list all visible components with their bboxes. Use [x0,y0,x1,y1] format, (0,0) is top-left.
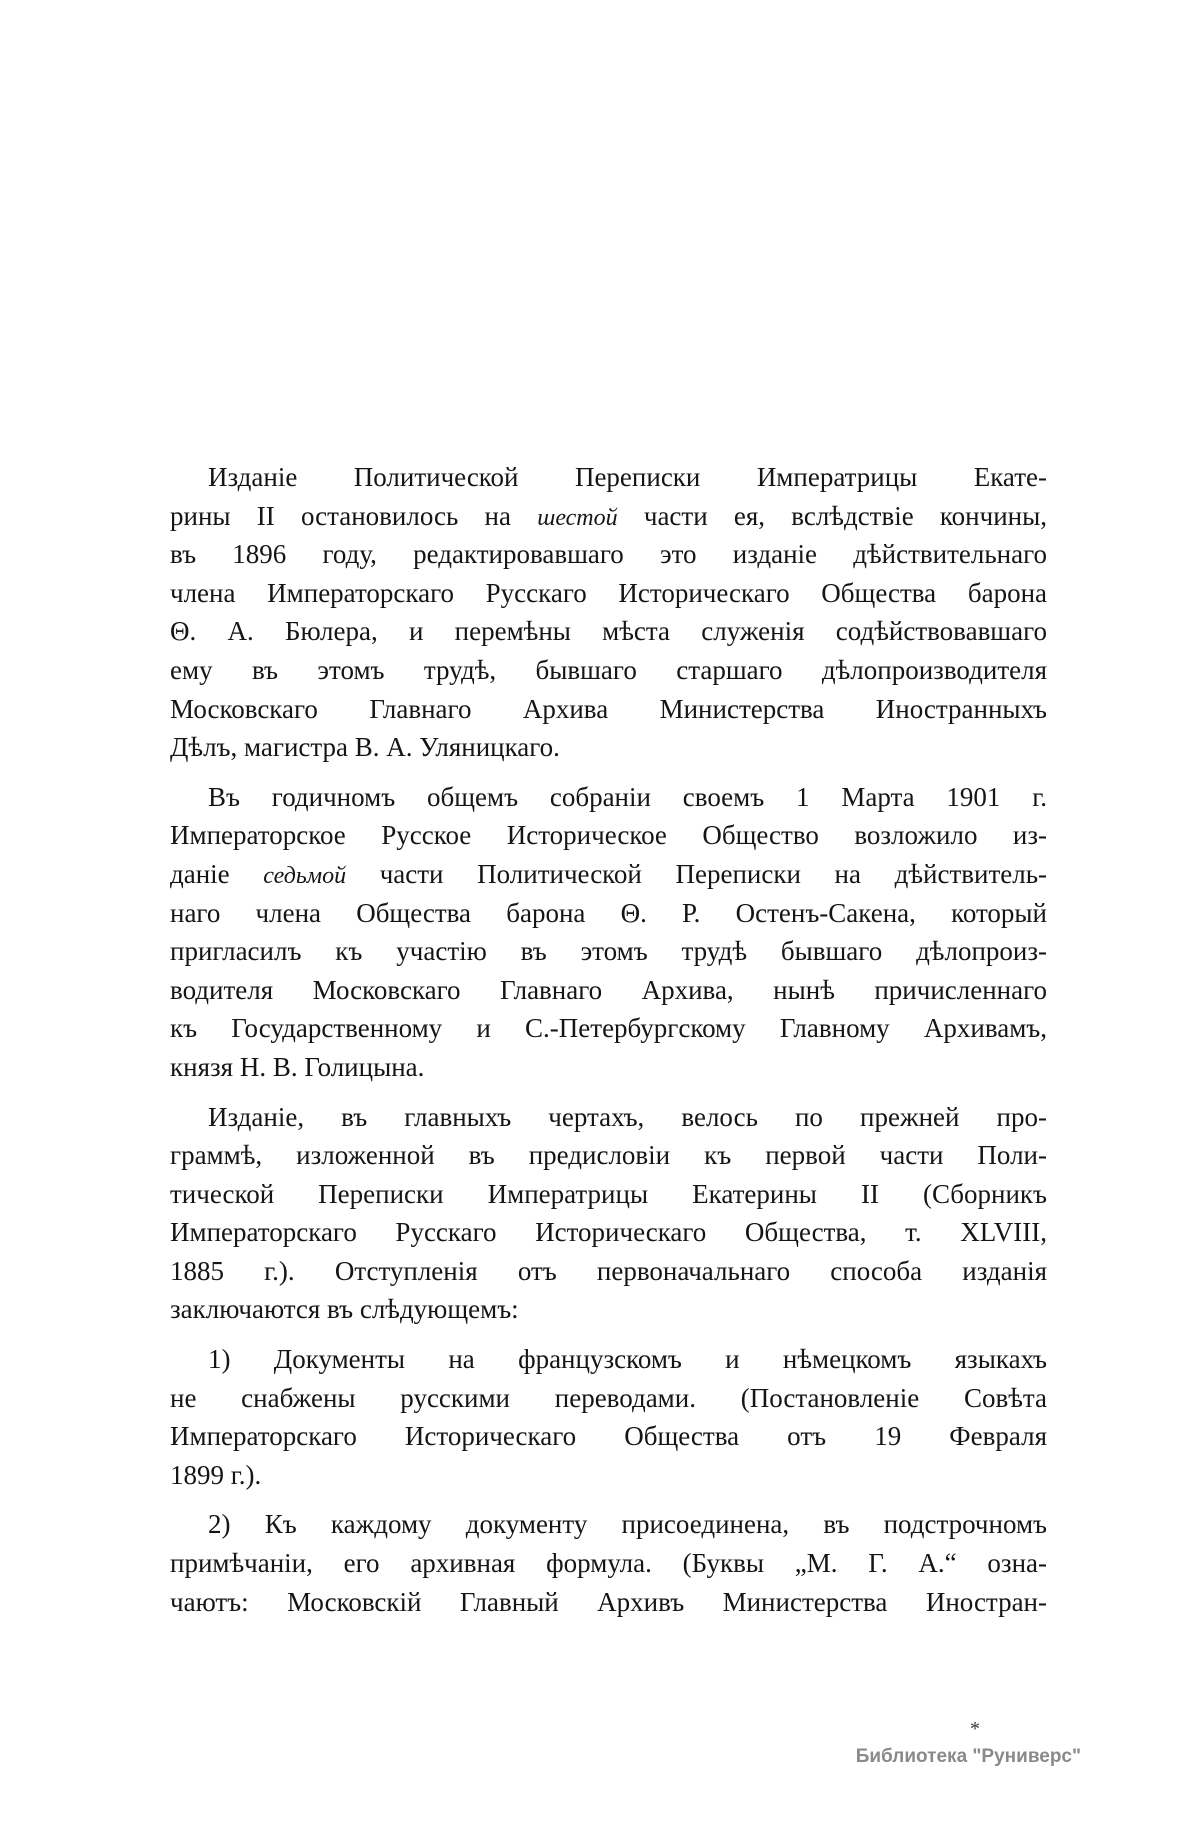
paragraph [170,1505,1047,1621]
text-line: граммѣ, изложенной въ предисловіи къ первой части Поли- [170,1140,1047,1171]
text-line: 1) Документы на французскомъ и нѣмецкомъ языкахъ [208,1344,1047,1375]
text-line: 1885 г.). Отступленія отъ первоначальнаго способа изданія [170,1255,1047,1286]
italic-emphasis: шестой [537,504,618,531]
paragraph [170,778,1047,1087]
text-segment: части ея, вслѣдствіе кончины, [617,500,1047,531]
text-line: Дѣлъ, магистра В. А. Уляницкаго. [170,732,560,763]
text-line: Императорскаго Историческаго Общества отъ 19 Февраля [170,1421,1047,1452]
text-line: въ 1896 году, редактировавшаго это изданіе дѣйствительнаго [170,539,1047,570]
text-line [170,855,1047,894]
text-line: члена Императорскаго Русскаго Историческаго Общества барона [170,577,1047,608]
text-segment: части Политической Переписки на дѣйствитель- [346,858,1048,889]
text-line: водителя Московскаго Главнаго Архива, нынѣ причисленнаго [170,974,1047,1005]
text-segment: рины II остановилось на [170,500,538,531]
text-line: 2) Къ каждому документу присоединена, въ подстрочномъ [208,1509,1047,1540]
italic-emphasis: седьмой [263,862,347,889]
text-segment: даніе [170,858,264,889]
text-line: Изданіе, въ главныхъ чертахъ, велось по прежней про- [208,1101,1047,1132]
text-line: 1899 г.). [170,1459,262,1490]
library-watermark: Библиотека "Руниверс" [855,1746,1081,1767]
text-line: примѣчаніи, его архивная формула. (Буквы „М. Г. А.“ озна- [170,1548,1047,1579]
text-line: Московскаго Главнаго Архива Министерства Иностранныхъ [170,693,1047,724]
text-line: чаютъ: Московскій Главный Архивъ Министерства Иностран- [170,1586,1047,1617]
signature-mark: * [970,1718,980,1740]
text-line: Императорское Русское Историческое Общество возложило из- [170,820,1047,851]
text-line: не снабжены русскими переводами. (Постановленіе Совѣта [170,1382,1047,1413]
text-line: тической Переписки Императрицы Екатерины II (Сборникъ [170,1178,1047,1209]
text-line [170,497,1047,536]
paragraph [170,458,1047,767]
text-line: наго члена Общества барона Θ. Р. Остенъ-Сакена, который [170,897,1047,928]
paragraph [170,1340,1047,1494]
text-line: Императорскаго Русскаго Историческаго Общества, т. XLVIII, [170,1217,1047,1248]
text-line: ему въ этомъ трудѣ, бывшаго старшаго дѣлопроизводителя [170,654,1047,685]
text-line: къ Государственному и С.-Петербургскому Главному Архивамъ, [170,1013,1047,1044]
body-text [170,458,1047,1621]
text-line: Θ. А. Бюлера, и перемѣны мѣста служенія содѣйствовавшаго [170,616,1047,647]
text-line: Въ годичномъ общемъ собраніи своемъ 1 Марта 1901 г. [208,781,1047,812]
text-line: князя Н. В. Голицына. [170,1051,425,1082]
text-line: Изданіе Политической Переписки Императрицы Екате- [208,462,1047,492]
text-line: заключаются въ слѣдующемъ: [170,1294,519,1325]
paragraph [170,1098,1047,1330]
text-line: пригласилъ къ участію въ этомъ трудѣ бывшаго дѣлопроиз- [170,936,1047,967]
